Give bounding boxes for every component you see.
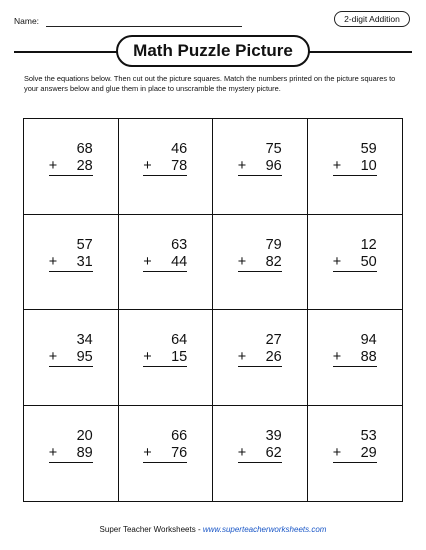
problem-cell xyxy=(119,310,214,406)
addend-top: 57 xyxy=(76,236,93,253)
addend-top: 68 xyxy=(76,141,93,157)
plus-sign: + xyxy=(143,349,152,365)
addend-bottom: 29 xyxy=(360,444,377,461)
problem-cell xyxy=(24,406,119,502)
addition-problem xyxy=(143,332,187,367)
addend-bottom-row xyxy=(49,349,93,367)
addend-top: 94 xyxy=(360,332,377,348)
problem-cell xyxy=(213,310,308,406)
addition-problem xyxy=(49,237,93,272)
problem-cell xyxy=(308,406,403,502)
page-title: Math Puzzle Picture xyxy=(116,35,310,67)
addend-bottom-row xyxy=(143,445,187,463)
problem-cell xyxy=(119,215,214,311)
addend-bottom: 15 xyxy=(171,349,188,365)
addition-problem xyxy=(238,237,282,272)
addend-top: 20 xyxy=(76,427,93,444)
addend-top: 79 xyxy=(265,236,282,253)
addend-bottom: 44 xyxy=(171,253,188,270)
addition-problem xyxy=(333,332,377,367)
problem-cell xyxy=(24,119,119,215)
plus-sign: + xyxy=(237,253,247,270)
plus-sign: + xyxy=(48,349,58,365)
addend-bottom: 89 xyxy=(76,444,93,461)
addition-problem xyxy=(143,237,187,272)
addition-problem xyxy=(238,428,282,463)
addend-bottom: 31 xyxy=(76,253,93,270)
footer-brand: Super Teacher Worksheets xyxy=(99,525,196,534)
addition-problem xyxy=(238,141,282,176)
addend-top: 75 xyxy=(265,141,282,157)
addend-bottom: 95 xyxy=(76,349,93,365)
plus-sign: + xyxy=(237,349,247,365)
addition-problem xyxy=(333,428,377,463)
problem-cell xyxy=(119,119,214,215)
addend-bottom: 96 xyxy=(265,158,282,174)
addition-problem xyxy=(238,332,282,367)
instructions-text: Solve the equations below. Then cut out the picture squares. Match the numbers printed on the picture squares to your answers below and glue them in place to unscramble the mystery picture. xyxy=(24,74,396,94)
addend-bottom: 28 xyxy=(76,158,93,174)
topic-badge: 2-digit Addition xyxy=(334,11,410,27)
plus-sign: + xyxy=(143,253,152,270)
plus-sign: + xyxy=(48,253,58,270)
addend-bottom-row xyxy=(238,349,282,367)
plus-sign: + xyxy=(332,253,342,270)
problem-cell xyxy=(119,406,214,502)
addend-bottom-row xyxy=(49,445,93,463)
addend-bottom: 76 xyxy=(171,444,188,461)
plus-sign: + xyxy=(48,444,58,461)
addend-bottom: 10 xyxy=(360,158,377,174)
addend-bottom-row xyxy=(143,254,187,272)
plus-sign: + xyxy=(143,158,152,174)
addend-top: 46 xyxy=(171,141,188,157)
addition-problem xyxy=(49,141,93,176)
problem-cell xyxy=(308,215,403,311)
problem-cell xyxy=(213,406,308,502)
addition-problem xyxy=(49,428,93,463)
addition-problem xyxy=(143,428,187,463)
plus-sign: + xyxy=(237,444,247,461)
addend-bottom-row xyxy=(238,254,282,272)
problem-cell xyxy=(213,119,308,215)
addition-problem xyxy=(49,332,93,367)
addend-bottom: 50 xyxy=(360,253,377,270)
plus-sign: + xyxy=(143,444,152,461)
addend-top: 27 xyxy=(265,332,282,348)
plus-sign: + xyxy=(237,158,247,174)
addend-bottom-row xyxy=(333,254,377,272)
footer xyxy=(0,525,426,534)
footer-separator: - xyxy=(195,525,203,534)
addition-problem xyxy=(333,141,377,176)
name-label: Name: xyxy=(14,16,40,26)
problem-cell xyxy=(24,310,119,406)
addend-bottom: 26 xyxy=(265,349,282,365)
addend-bottom-row xyxy=(333,158,377,176)
addend-bottom-row xyxy=(49,254,93,272)
addend-bottom: 62 xyxy=(265,444,282,461)
plus-sign: + xyxy=(332,444,342,461)
addend-bottom-row xyxy=(333,445,377,463)
addend-bottom-row xyxy=(143,158,187,176)
addend-top: 53 xyxy=(360,427,377,444)
addend-bottom: 88 xyxy=(360,349,377,365)
footer-url-link[interactable]: www.superteacherworksheets.com xyxy=(202,525,327,534)
addend-bottom: 82 xyxy=(265,253,282,270)
addend-top: 63 xyxy=(171,236,188,253)
addend-bottom-row xyxy=(143,349,187,367)
addend-bottom-row xyxy=(49,158,93,176)
addend-top: 59 xyxy=(360,141,377,157)
addend-bottom-row xyxy=(238,158,282,176)
plus-sign: + xyxy=(48,158,58,174)
addition-problem xyxy=(143,141,187,176)
addend-bottom-row xyxy=(333,349,377,367)
addend-top: 12 xyxy=(360,236,377,253)
problem-cell xyxy=(213,215,308,311)
addend-bottom: 78 xyxy=(171,158,188,174)
plus-sign: + xyxy=(332,158,342,174)
plus-sign: + xyxy=(332,349,342,365)
problem-cell xyxy=(24,215,119,311)
addend-top: 66 xyxy=(171,427,188,444)
name-underline xyxy=(46,26,242,27)
addend-top: 39 xyxy=(265,427,282,444)
problem-cell xyxy=(308,119,403,215)
addend-bottom-row xyxy=(238,445,282,463)
addition-problem xyxy=(333,237,377,272)
problem-grid xyxy=(23,118,403,502)
addend-top: 34 xyxy=(76,332,93,348)
addend-top: 64 xyxy=(171,332,188,348)
problem-cell xyxy=(308,310,403,406)
